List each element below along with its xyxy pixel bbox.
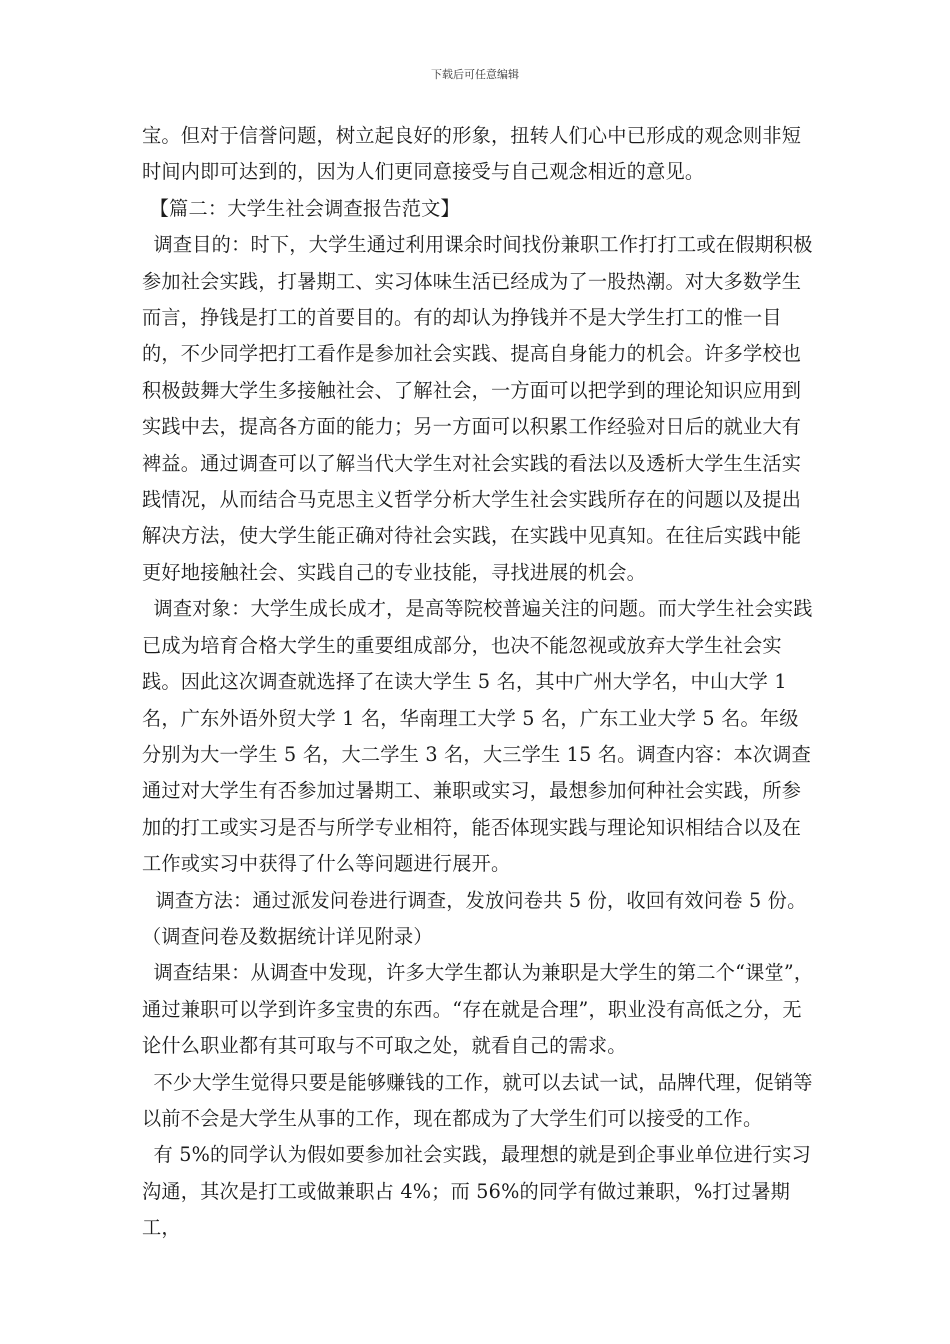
paragraph-purpose: 调查目的：时下，大学生通过利用课余时间找份兼职工作打打工或在假期积极参加社会实践，打暑期工、实习体味生活已经成为了一股热潮。对大多数学生而言，挣钱是打工的首要目的。有的却认为挣钱并不是大学生打工的惟一目的，不少同学把打工看作是参加社会实践、提高自身能力的机会。许多学校也积极鼓舞大学生多接触社会、了解社会，一方面可以把学到的理论知识应用到实践中去，提高各方面的能力；另一方面可以积累工作经验对日后的就业大有裨益。通过调查可以了解当代大学生对社会实践的看法以及透析大学生生活实践情况，从而结合马克思主义哲学分析大学生社会实践所存在的问题以及提出解决方法，使大学生能正确对待社会实践，在实践中见真知。在往后实践中能更好地接触社会、实践自己的专业技能，寻找进展的机会。 — [142, 233, 813, 584]
paragraph-subjects: 调查对象：大学生成长成才，是高等院校普遍关注的问题。而大学生社会实践已成为培育合格大学生的重要组成部分，也决不能忽视或放弃大学生社会实践。因此这次调查就选择了在读大学生 5 名，其中广州大学名，中山大学 1 名，广东外语外贸大学 1 名，华南理工大学 5 名，广东工业大学 5 名。年级分别为大一学生 5 名，大二学生 3 名，大三学生 15 名。调查内容：本次调查通过对大学生有否参加过暑期工、兼职或实习，最想参加何种社会实践，所参加的打工或实习是否与所学专业相符，能否体现实践与理论知识相结合以及在工作或实习中获得了什么等问题进行展开。 — [142, 597, 813, 876]
paragraph-observation: 不少大学生觉得只要是能够赚钱的工作，就可以去试一试，品牌代理，促销等以前不会是大学生从事的工作，现在都成为了大学生们可以接受的工作。 — [142, 1070, 813, 1130]
paragraph-continuation: 宝。但对于信誉问题，树立起良好的形象，扭转人们心中已形成的观念则非短时间内即可达到的，因为人们更同意接受与自己观念相近的意见。 — [142, 124, 802, 184]
paragraph-results: 调查结果：从调查中发现，许多大学生都认为兼职是大学生的第二个“课堂”，通过兼职可以学到许多宝贵的东西。“存在就是合理”，职业没有高低之分，无论什么职业都有其可取与不可取之处，就看自己的需求。 — [142, 961, 814, 1058]
document-body — [142, 118, 814, 1247]
section-heading: 【篇二：大学生社会调查报告范文】 — [149, 196, 460, 220]
paragraph-statistics: 有 5%的同学认为假如要参加社会实践，最理想的就是到企事业单位进行实习沟通，其次是打工或做兼职占 4%；而 56%的同学有做过兼职，%打过暑期工， — [142, 1143, 812, 1240]
paragraph-method: 调查方法：通过派发问卷进行调查，发放问卷共 5 份，收回有效问卷 5 份。（调查问卷及数据统计详见附录） — [142, 888, 807, 948]
page-header: 下载后可任意编辑 — [431, 68, 519, 81]
